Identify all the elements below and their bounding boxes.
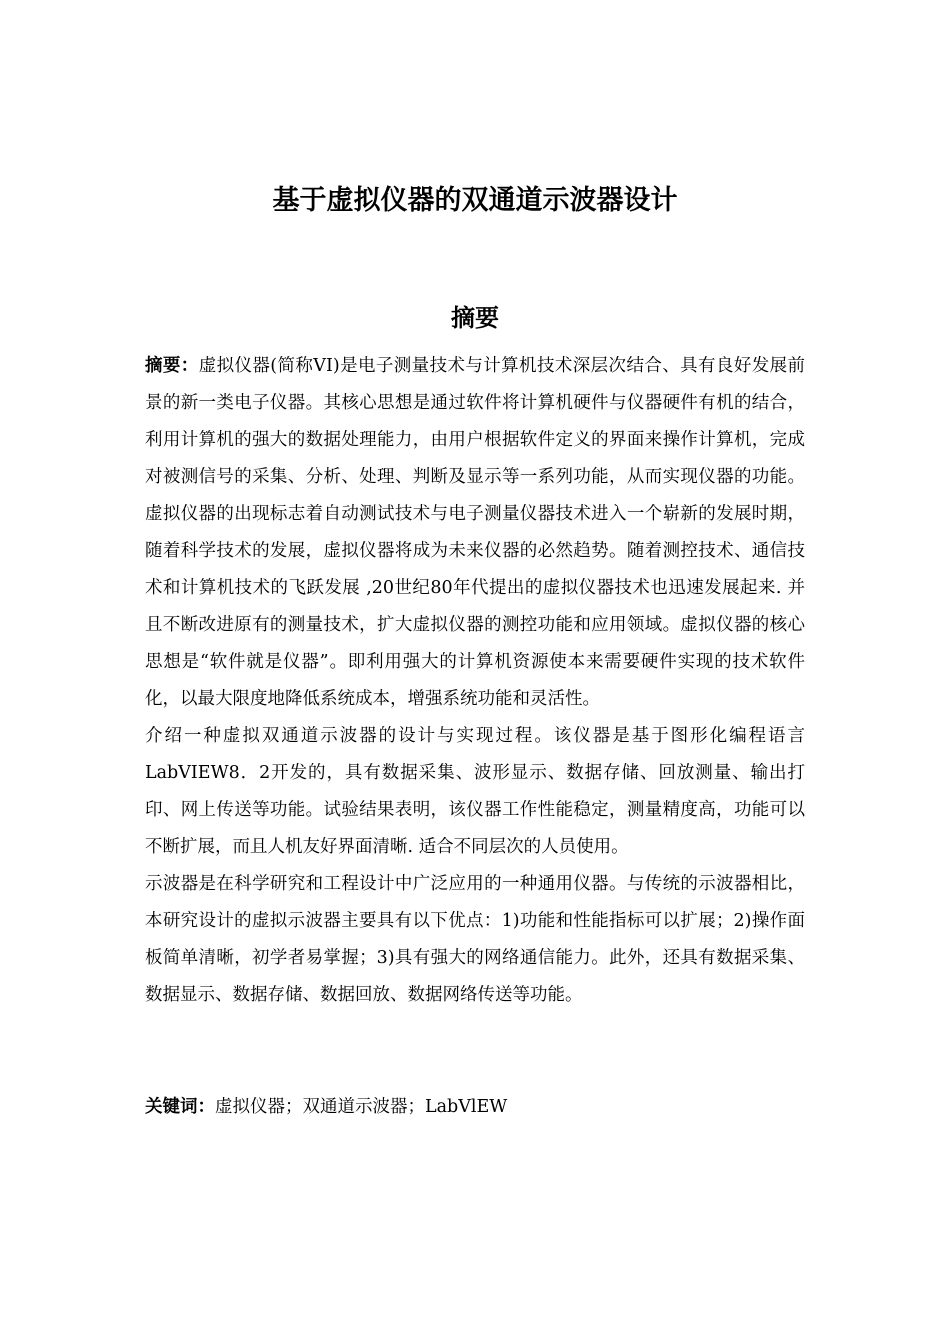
abstract-paragraph-1-text: 虚拟仪器(简称VI)是电子测量技术与计算机技术深层次结合、具有良好发展前景的新一类电子仪器。其核心思想是通过软件将计算机硬件与仪器硬件有机的结合，利用计算机的强大的数据处理能力，由用户根据软件定义的界面来操作计算机，完成对被测信号的采集、分析、处理、判断及显示等一系列功能，从而实现仪器的功能。虚拟仪器的出现标志着自动测试技术与电子测量仪器技术进入一个崭新的发展时期，随着科学技术的发展，虚拟仪器将成为未来仪器的必然趋势。随着测控技术、通信技术和计算机技术的飞跃发展 ,20世纪80年代提出的虚拟仪器技术也迅速发展起来. 并且不断改进原有的测量技术，扩大虚拟仪器的测控功能和应用领域。虚拟仪器的核心思想是“软件就是仪器”。即利用强大的计算机资源使本来需要硬件实现的技术软件化，以最大限度地降低系统成本，增强系统功能和灵活性。 [145,356,806,709]
abstract-lead-label: 摘要： [145,356,199,376]
document-title: 基于虚拟仪器的双通道示波器设计 [272,185,678,216]
keywords-line [145,1092,805,1122]
abstract-paragraph-1 [145,348,805,718]
abstract-body [145,348,805,1014]
abstract-heading: 摘要 [451,304,499,332]
keywords-label: 关键词： [145,1097,215,1117]
abstract-paragraph-3: 示波器是在科学研究和工程设计中广泛应用的一种通用仪器。与传统的示波器相比，本研究设计的虚拟示波器主要具有以下优点：1)功能和性能指标可以扩展；2)操作面板简单清晰，初学者易掌握；3)具有强大的网络通信能力。此外，还具有数据采集、数据显示、数据存储、数据回放、数据网络传送等功能。 [145,874,805,1005]
abstract-paragraph-2: 介绍一种虚拟双通道示波器的设计与实现过程。该仪器是基于图形化编程语言LabVIEW8．2开发的，具有数据采集、波形显示、数据存储、回放测量、输出打印、网上传送等功能。试验结果表明，该仪器工作性能稳定，测量精度高，功能可以不断扩展，而且人机友好界面清晰. 适合不同层次的人员使用。 [145,726,805,857]
keywords-text: 虚拟仪器；双通道示波器；LabVlEW [215,1097,508,1117]
